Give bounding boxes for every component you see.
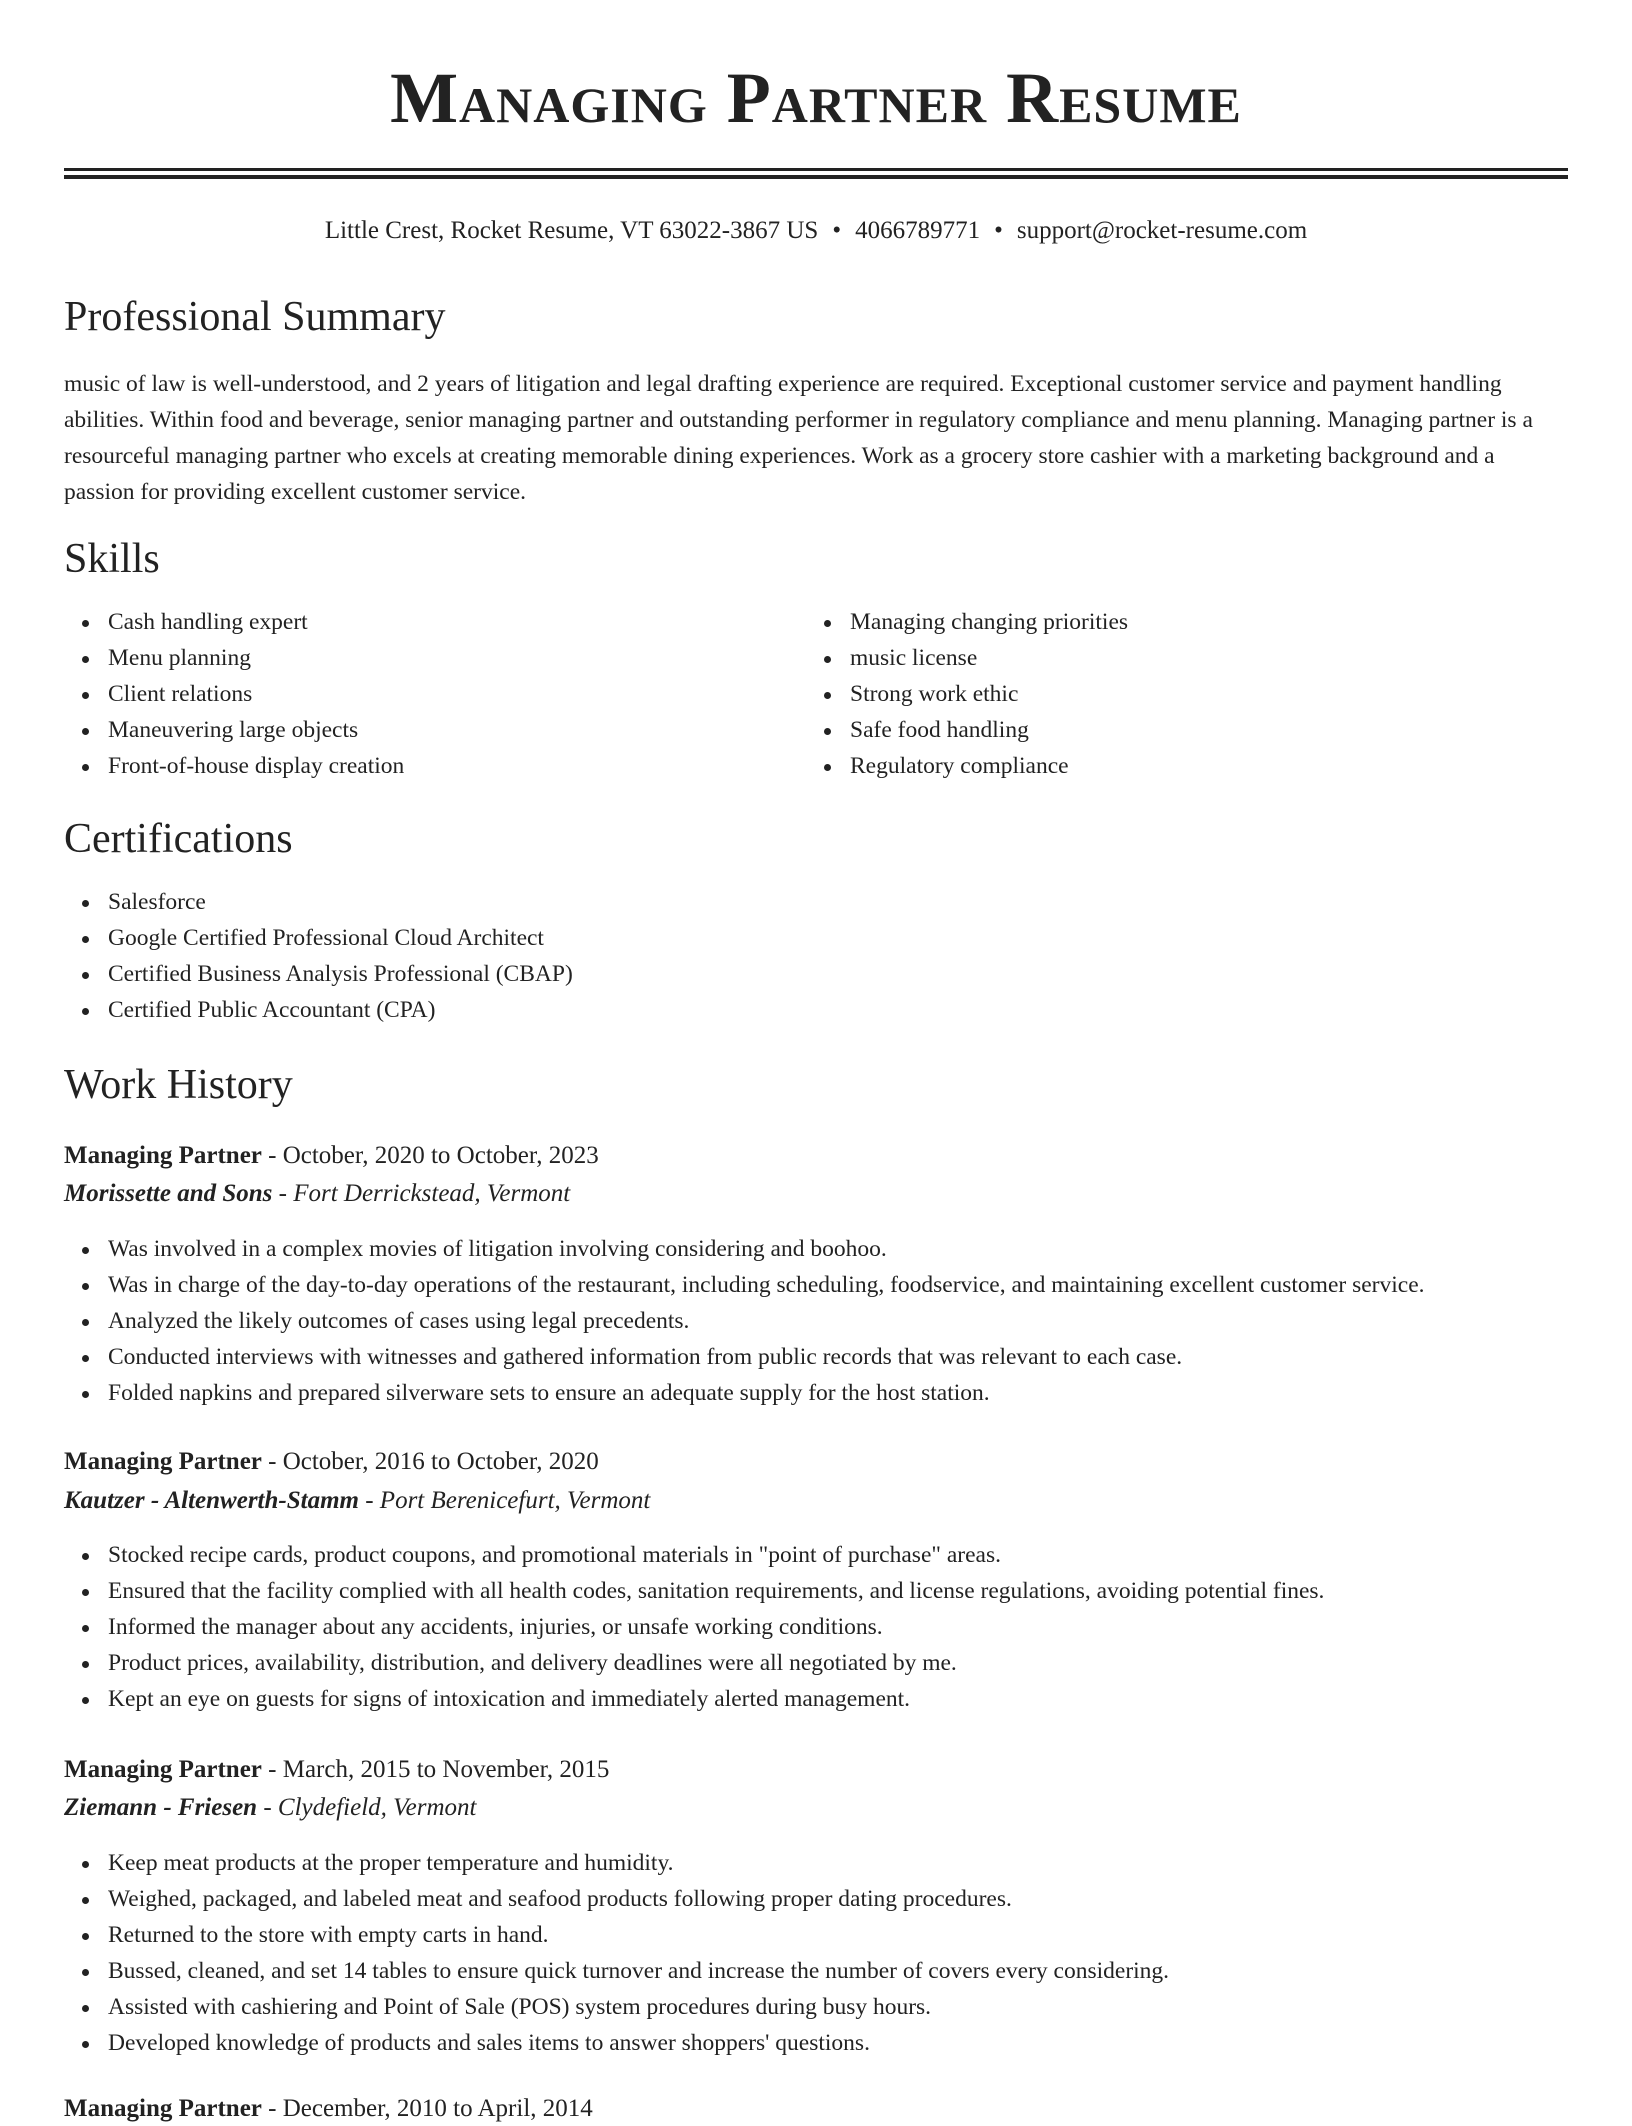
job-duty: Ensured that the facility complied with all health codes, sanitation requirements, and license regulations, avoiding potential fines. (64, 1573, 1324, 1609)
page-title: Managing Partner Resume (390, 58, 1242, 138)
job-location: - Fort Derrickstead, Vermont (272, 1180, 571, 1207)
job-title-line (64, 1753, 609, 1787)
skill-item: Maneuvering large objects (64, 712, 404, 748)
contact-line (64, 214, 1568, 248)
resume-page (64, 0, 1568, 2122)
job-duty: Keep meat products at the proper temperature and humidity. (64, 1845, 1169, 1881)
certification-item: Certified Public Accountant (CPA) (64, 992, 573, 1028)
title-divider-thick (64, 168, 1568, 171)
certification-item: Salesforce (64, 884, 573, 920)
summary-heading: Professional Summary (64, 294, 446, 340)
job-title: Managing Partner (64, 2095, 262, 2122)
skill-item: music license (806, 640, 1128, 676)
job-duty: Returned to the store with empty carts in hand. (64, 1917, 1169, 1953)
job-duty: Developed knowledge of products and sales items to answer shoppers' questions. (64, 2025, 1169, 2061)
job-title-line (64, 1445, 599, 1479)
job-duty: Conducted interviews with witnesses and gathered information from public records that was relevant to each case. (64, 1339, 1425, 1375)
job-duty: Was involved in a complex movies of litigation involving considering and boohoo. (64, 1231, 1425, 1267)
job-duty: Weighed, packaged, and labeled meat and seafood products following proper dating procedures. (64, 1881, 1169, 1917)
job-duty: Stocked recipe cards, product coupons, and promotional materials in "point of purchase" areas. (64, 1537, 1324, 1573)
job-company: Ziemann - Friesen (64, 1794, 258, 1821)
job-company: Kautzer - Altenwerth-Stamm (64, 1487, 359, 1514)
job-dates: - October, 2016 to October, 2020 (261, 1448, 599, 1475)
job-title: Managing Partner (64, 1448, 262, 1475)
skill-item: Menu planning (64, 640, 404, 676)
job-duty: Kept an eye on guests for signs of intoxication and immediately alerted management. (64, 1681, 1324, 1717)
job-duty: Analyzed the likely outcomes of cases using legal precedents. (64, 1303, 1425, 1339)
contact-email: support@rocket-resume.com (1016, 217, 1308, 244)
certifications-heading: Certifications (64, 816, 293, 862)
job-duty: Assisted with cashiering and Point of Sale (POS) system procedures during busy hours. (64, 1989, 1169, 2025)
contact-separator: • (832, 217, 842, 244)
skills-list-right (806, 604, 1128, 784)
job-title-line (64, 2092, 593, 2126)
job-company-line (64, 1791, 476, 1825)
job-duties-list (64, 1845, 1169, 2061)
work-history-heading: Work History (64, 1062, 293, 1108)
job-location: - Clydefield, Vermont (257, 1794, 477, 1821)
contact-phone: 4066789771 (855, 217, 981, 244)
skill-item: Cash handling expert (64, 604, 404, 640)
skill-item: Front-of-house display creation (64, 748, 404, 784)
job-duty: Informed the manager about any accidents, injuries, or unsafe working conditions. (64, 1609, 1324, 1645)
job-company-line (64, 1484, 650, 1518)
job-company-line (64, 1177, 570, 1211)
skill-item: Safe food handling (806, 712, 1128, 748)
job-duty: Was in charge of the day-to-day operations of the restaurant, including scheduling, foodservice, and maintaining excellent customer service. (64, 1267, 1425, 1303)
job-location: - Port Berenicefurt, Vermont (358, 1487, 651, 1514)
contact-address: Little Crest, Rocket Resume, VT 63022-3867 US (324, 217, 819, 244)
job-duties-list (64, 1231, 1425, 1411)
summary-text: music of law is well-understood, and 2 years of litigation and legal drafting experience are required. Exceptional customer service and payment handling abilities. Within food and beverage, senior managing partner and outstanding performer in regulatory compliance and menu planning. Managing partner is a resourceful managing partner who excels at creating memorable dining experiences. Work as a grocery store cashier with a marketing background and a passion for providing excellent customer service. (64, 371, 1533, 505)
job-dates: - October, 2020 to October, 2023 (261, 1142, 599, 1169)
skill-item: Managing changing priorities (806, 604, 1128, 640)
certifications-list (64, 884, 573, 1028)
skills-heading: Skills (64, 536, 160, 582)
job-dates: - December, 2010 to April, 2014 (261, 2095, 593, 2122)
job-title: Managing Partner (64, 1142, 262, 1169)
job-dates: - March, 2015 to November, 2015 (261, 1756, 610, 1783)
job-duty: Folded napkins and prepared silverware sets to ensure an adequate supply for the host station. (64, 1375, 1425, 1411)
skill-item: Strong work ethic (806, 676, 1128, 712)
job-duty: Bussed, cleaned, and set 14 tables to ensure quick turnover and increase the number of covers every considering. (64, 1953, 1169, 1989)
title-divider-thin (64, 175, 1568, 179)
job-duty: Product prices, availability, distribution, and delivery deadlines were all negotiated by me. (64, 1645, 1324, 1681)
job-company: Morissette and Sons (64, 1180, 273, 1207)
job-title: Managing Partner (64, 1756, 262, 1783)
skills-list-left (64, 604, 404, 784)
job-duties-list (64, 1537, 1324, 1717)
contact-separator: • (994, 217, 1003, 244)
job-title-line (64, 1139, 599, 1173)
certification-item: Google Certified Professional Cloud Architect (64, 920, 573, 956)
skill-item: Regulatory compliance (806, 748, 1128, 784)
certification-item: Certified Business Analysis Professional (CBAP) (64, 956, 573, 992)
skill-item: Client relations (64, 676, 404, 712)
